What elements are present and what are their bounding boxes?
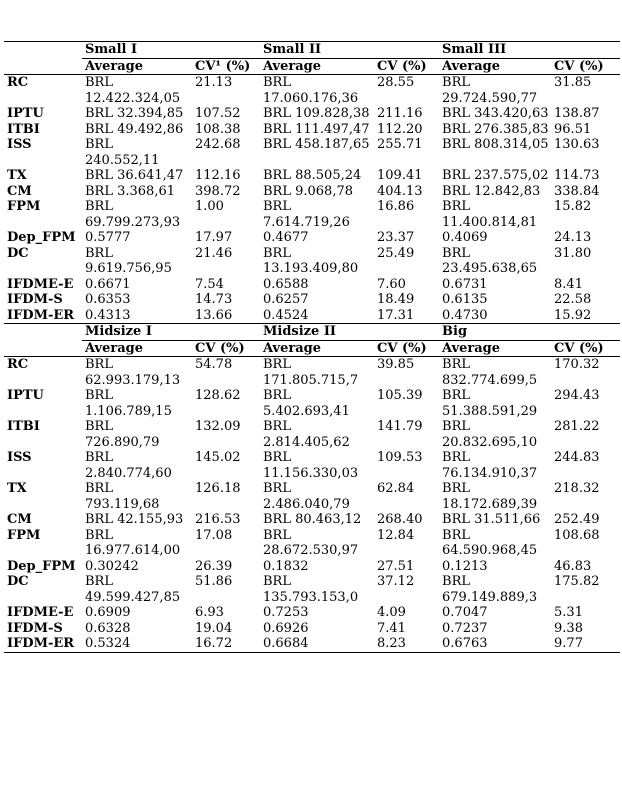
table-row <box>4 388 620 419</box>
group-header-row <box>4 42 620 59</box>
table-cell: 0.5777 <box>85 230 131 245</box>
table-cell: 31.85 <box>554 75 592 90</box>
table-cell: 0.7047 <box>442 605 488 620</box>
table-cell: 0.6684 <box>260 636 374 652</box>
table-cell: 0.6588 <box>263 276 309 292</box>
table-row <box>4 308 620 324</box>
table-cell: 0.6135 <box>442 292 488 307</box>
table-cell: BRL 808.314,05 <box>442 137 549 152</box>
group-header: Small I <box>82 42 260 59</box>
table-cell: BRL 343.420,63 <box>442 106 549 121</box>
table-cell: BRL 2.840.774,60 <box>85 450 172 481</box>
table-cell: BRL 12.422.324,05 <box>85 75 181 106</box>
table-cell: 1.00 <box>195 199 224 214</box>
row-label: ISS <box>7 450 32 465</box>
table-cell: 0.6671 <box>85 276 131 292</box>
row-label: TX <box>7 481 27 496</box>
table-cell: BRL 49.599.427,85 <box>85 574 181 605</box>
table-cell: 0.4677 <box>263 230 309 245</box>
table-cell: 0.6731 <box>442 276 488 292</box>
table-cell: BRL 36.641,47 <box>85 168 184 183</box>
row-label: IFDM-ER <box>4 308 82 324</box>
table-cell: 17.97 <box>195 230 233 245</box>
table-cell: 17.08 <box>195 527 233 543</box>
table-cell: 21.46 <box>195 245 233 261</box>
table-cell: 218.32 <box>554 481 600 496</box>
table-cell: BRL 1.106.789,15 <box>85 388 172 419</box>
table-row <box>4 357 620 389</box>
table-cell: 0.6353 <box>85 292 131 307</box>
table-cell: BRL 28.672.530,97 <box>263 527 359 558</box>
table-row <box>4 419 620 450</box>
table-cell: 21.13 <box>195 75 233 90</box>
table-row <box>4 75 620 107</box>
row-label: DC <box>7 245 29 261</box>
row-label: Dep_FPM <box>7 558 76 574</box>
column-header: Average <box>260 340 374 357</box>
table-row <box>4 184 620 200</box>
table-cell: BRL 62.993.179,13 <box>85 357 181 388</box>
table-cell: 51.86 <box>195 574 233 589</box>
table-cell: 0.30242 <box>85 558 139 574</box>
table-cell: 281.22 <box>554 419 600 434</box>
table-cell: 25.49 <box>377 245 415 261</box>
row-label: IPTU <box>7 388 44 403</box>
table-cell: 404.13 <box>377 183 423 199</box>
table-cell: BRL 135.793.153,0 <box>263 574 359 605</box>
row-label: ITBI <box>7 121 40 137</box>
row-label: DC <box>7 574 29 589</box>
table-cell: BRL 13.193.409,80 <box>263 245 359 276</box>
corner-cell <box>4 340 82 357</box>
table-cell: 0.4730 <box>439 308 551 324</box>
table-cell: 24.13 <box>554 230 592 245</box>
table-cell: 0.6926 <box>263 620 309 636</box>
table-cell: 242.68 <box>195 137 241 152</box>
group-header: Small II <box>260 42 439 59</box>
table-cell: 145.02 <box>195 450 241 465</box>
table-cell: 0.4313 <box>82 308 192 324</box>
table-cell: BRL 7.614.719,26 <box>263 199 350 230</box>
column-header: Average <box>439 58 551 75</box>
table-cell: BRL 9.068,78 <box>263 183 353 199</box>
table-cell: 15.92 <box>551 308 620 324</box>
table-cell: 130.63 <box>554 137 600 152</box>
row-label: RC <box>7 357 29 372</box>
table-cell: 109.53 <box>377 450 423 465</box>
table-cell: BRL 111.497,47 <box>263 121 370 137</box>
table-cell: 6.93 <box>195 605 224 620</box>
row-label: IFDME-E <box>7 276 74 292</box>
table-cell: 12.84 <box>377 527 415 543</box>
table-cell: 141.79 <box>377 419 423 434</box>
column-header: CV (%) <box>192 340 260 357</box>
table-cell: 132.09 <box>195 419 241 434</box>
table-cell: 338.84 <box>554 183 600 199</box>
table-row <box>4 574 620 605</box>
row-label: IFDM-S <box>7 292 63 307</box>
table-cell: BRL 2.486.040,79 <box>263 481 350 512</box>
table-row <box>4 122 620 138</box>
table-cell: 0.1213 <box>442 558 488 574</box>
table-cell: 0.4524 <box>260 308 374 324</box>
table-cell: 108.38 <box>195 121 241 137</box>
table-cell: 0.4069 <box>442 230 488 245</box>
corner-cell <box>4 58 82 75</box>
table-cell: 15.82 <box>554 199 592 214</box>
table-row <box>4 559 620 575</box>
table-cell: BRL 32.394,85 <box>85 106 184 121</box>
table-cell: 126.18 <box>195 481 241 496</box>
table-cell: 0.6763 <box>439 636 551 652</box>
table-cell: 244.83 <box>554 450 600 465</box>
table-cell: 170.32 <box>554 357 600 372</box>
corner-cell <box>4 324 82 341</box>
row-label: CM <box>7 512 32 527</box>
table-cell: 37.12 <box>377 574 415 589</box>
table-row <box>4 636 620 652</box>
table-cell: 114.73 <box>554 168 600 183</box>
table-cell: 16.72 <box>192 636 260 652</box>
table-cell: 216.53 <box>195 512 241 527</box>
table-cell: 4.09 <box>377 605 406 620</box>
table-cell: 9.38 <box>554 620 583 636</box>
table-cell: 7.54 <box>195 276 224 292</box>
table-cell: BRL 9.619.756,95 <box>85 245 172 276</box>
table-cell: 255.71 <box>377 137 423 152</box>
table-cell: BRL 51.388.591,29 <box>442 388 538 419</box>
table-row <box>4 246 620 277</box>
column-header: CV (%) <box>551 58 620 75</box>
column-header: CV (%) <box>374 58 439 75</box>
row-label: IFDM-ER <box>4 636 82 652</box>
table-cell: BRL 3.368,61 <box>85 183 175 199</box>
table-cell: BRL 23.495.638,65 <box>442 245 538 276</box>
table-cell: 252.49 <box>554 512 600 527</box>
table-cell: 7.41 <box>377 620 406 636</box>
table-cell: BRL 80.463,12 <box>263 512 362 527</box>
table-cell: BRL 458.187,65 <box>263 137 370 152</box>
table-row <box>4 621 620 637</box>
table-cell: 39.85 <box>377 357 415 372</box>
table-cell: 46.83 <box>554 558 592 574</box>
row-label: IPTU <box>7 106 44 121</box>
group-header-row <box>4 324 620 341</box>
table-cell: BRL 5.402.693,41 <box>263 388 350 419</box>
table-row <box>4 277 620 293</box>
table-cell: BRL 88.505,24 <box>263 168 362 183</box>
table-cell: 0.6328 <box>85 620 131 636</box>
table-cell: 294.43 <box>554 388 600 403</box>
table-cell: BRL 679.149.889,3 <box>442 574 538 605</box>
table-cell: 0.1832 <box>263 558 309 574</box>
table-cell: BRL 11.400.814,81 <box>442 199 538 230</box>
table-cell: 8.23 <box>374 636 439 652</box>
table-cell: 28.55 <box>377 75 415 90</box>
table-cell: 8.41 <box>554 276 583 292</box>
table-cell: 9.77 <box>551 636 620 652</box>
row-label: Dep_FPM <box>7 230 76 245</box>
table-cell: BRL 240.552,11 <box>85 137 160 168</box>
table-cell: BRL 64.590.968,45 <box>442 527 538 558</box>
table-cell: BRL 726.890,79 <box>85 419 160 450</box>
table-cell: BRL 2.814.405,62 <box>263 419 350 450</box>
statistics-table <box>4 41 620 653</box>
table-cell: 109.41 <box>377 168 423 183</box>
table-cell: 14.73 <box>195 292 233 307</box>
table-body <box>4 42 620 653</box>
table-cell: 175.82 <box>554 574 600 589</box>
table-cell: 16.86 <box>377 199 415 214</box>
row-label: ISS <box>7 137 32 152</box>
table-cell: BRL 793.119,68 <box>85 481 160 512</box>
row-label: ITBI <box>7 419 40 434</box>
table-cell: 27.51 <box>377 558 415 574</box>
table-row <box>4 528 620 559</box>
table-cell: 13.66 <box>192 308 260 324</box>
table-cell: BRL 171.805.715,7 <box>263 357 359 388</box>
table-cell: 107.52 <box>195 106 241 121</box>
table-row <box>4 168 620 184</box>
column-header: Average <box>82 340 192 357</box>
column-header: CV (%) <box>551 340 620 357</box>
row-label: IFDM-S <box>7 620 63 636</box>
table-cell: 96.51 <box>554 121 592 137</box>
table-cell: BRL 49.492,86 <box>85 121 184 137</box>
table-row <box>4 106 620 122</box>
row-label: RC <box>7 75 29 90</box>
corner-cell <box>4 42 82 59</box>
table-cell: BRL 18.172.689,39 <box>442 481 538 512</box>
table-cell: 268.40 <box>377 512 423 527</box>
table-cell: 5.31 <box>554 605 583 620</box>
table-cell: BRL 29.724.590,77 <box>442 75 538 106</box>
table-cell: 7.60 <box>377 276 406 292</box>
group-header: Midsize II <box>260 324 439 341</box>
table-cell: BRL 12.842,83 <box>442 183 541 199</box>
table-cell: 105.39 <box>377 388 423 403</box>
row-label: FPM <box>7 199 41 214</box>
table-cell: 108.68 <box>554 527 600 543</box>
table-cell: BRL 276.385,83 <box>442 121 549 137</box>
column-header: Average <box>82 58 192 75</box>
table-cell: 0.7237 <box>442 620 488 636</box>
table-cell: BRL 76.134.910,37 <box>442 450 538 481</box>
table-cell: 211.16 <box>377 106 423 121</box>
table-cell: BRL 17.060.176,36 <box>263 75 359 106</box>
table-cell: BRL 69.799.273,93 <box>85 199 181 230</box>
table-cell: 112.16 <box>195 168 241 183</box>
table-cell: 62.84 <box>377 481 415 496</box>
column-header-row <box>4 340 620 357</box>
table-cell: 128.62 <box>195 388 241 403</box>
table-cell: BRL 832.774.699,5 <box>442 357 538 388</box>
table-cell: 0.7253 <box>263 605 309 620</box>
table-cell: 0.5324 <box>82 636 192 652</box>
column-header: CV¹ (%) <box>192 58 260 75</box>
table-cell: 23.37 <box>377 230 415 245</box>
table-row <box>4 605 620 621</box>
table-cell: 112.20 <box>377 121 423 137</box>
row-label: CM <box>7 183 32 199</box>
group-header: Small III <box>439 42 620 59</box>
row-label: FPM <box>7 527 41 543</box>
table-cell: 17.31 <box>374 308 439 324</box>
table-cell: 26.39 <box>195 558 233 574</box>
table-row <box>4 199 620 230</box>
table-cell: 54.78 <box>195 357 233 372</box>
table-row <box>4 137 620 168</box>
column-header-row <box>4 58 620 75</box>
table-cell: BRL 42.155,93 <box>85 512 184 527</box>
table-cell: BRL 31.511,66 <box>442 512 541 527</box>
table-row <box>4 481 620 512</box>
column-header: Average <box>260 58 374 75</box>
group-header: Big <box>439 324 620 341</box>
table-row <box>4 450 620 481</box>
table-row <box>4 230 620 246</box>
table-cell: BRL 237.575,02 <box>442 168 549 183</box>
table-cell: BRL 109.828,38 <box>263 106 370 121</box>
table-cell: BRL 11.156.330,03 <box>263 450 359 481</box>
table-row <box>4 292 620 308</box>
row-label: TX <box>7 168 27 183</box>
table-cell: BRL 16.977.614,00 <box>85 527 181 558</box>
table-cell: 398.72 <box>195 183 241 199</box>
column-header: Average <box>439 340 551 357</box>
table-row <box>4 512 620 528</box>
table-cell: 18.49 <box>377 292 415 307</box>
column-header: CV (%) <box>374 340 439 357</box>
table-cell: 138.87 <box>554 106 600 121</box>
table-cell: BRL 20.832.695,10 <box>442 419 538 450</box>
table-cell: 31.80 <box>554 245 592 261</box>
row-label: IFDME-E <box>7 605 74 620</box>
group-header: Midsize I <box>82 324 260 341</box>
table-cell: 22.58 <box>554 292 592 307</box>
table-cell: 19.04 <box>195 620 233 636</box>
table-cell: 0.6909 <box>85 605 131 620</box>
table-cell: 0.6257 <box>263 292 309 307</box>
